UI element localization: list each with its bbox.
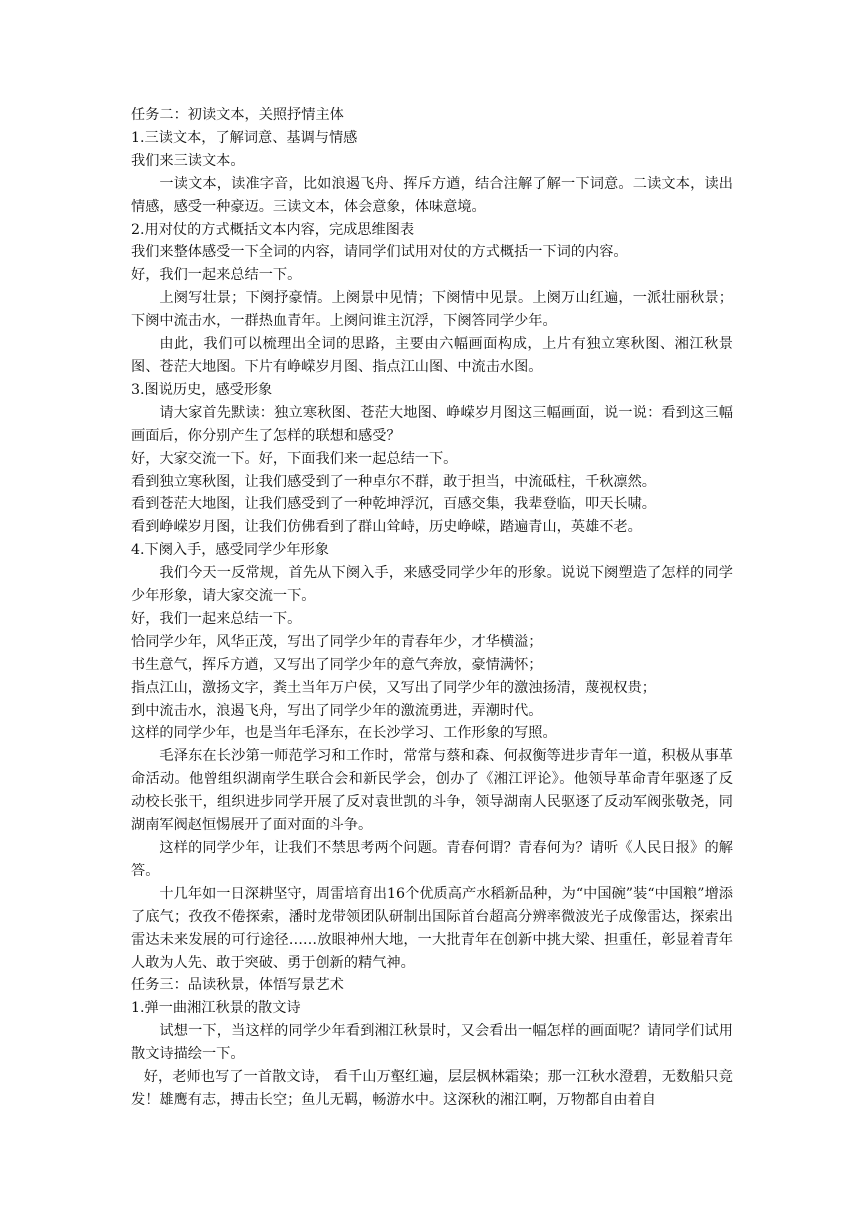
- paragraph: 书生意气，挥斥方遒，又写出了同学少年的意气奔放，豪情满怀；: [131, 656, 543, 673]
- paragraph: 看到苍茫大地图，让我们感受到了一种乾坤浮沉，百感交集，我辈登临，叩天长啸。: [131, 496, 656, 513]
- paragraph: 这样的同学少年，也是当年毛泽东，在长沙学习、工作形象的写照。: [131, 725, 557, 742]
- paragraph: 到中流击水，浪遏飞舟，写出了同学少年的激流勇进，弄潮时代。: [131, 702, 543, 719]
- paragraph: 恰同学少年，风华正茂，写出了同学少年的青春年少，才华横溢；: [131, 633, 543, 650]
- paragraph: 好，我们一起来总结一下。: [131, 610, 302, 627]
- paragraph: 请大家首先默读：独立寒秋图、苍茫大地图、峥嵘岁月图这三幅画面，说一说：看到这三幅画面后，你分别产生了怎样的联想和感受？: [131, 404, 733, 444]
- paragraph: 十几年如一日深耕坚守，周雷培育出16个优质高产水稻新品种，为“中国碗”装“中国粮”增添了底气；孜孜不倦探索，潘时龙带领团队研制出国际首台超高分辨率微波光子成像雷达，探索出雷达未来发展的可行途径……放眼神州大地，一大批青年在创新中挑大梁、担重任，彰显着青年人敢为人先、敢于突破、勇于创新的精气神。: [131, 885, 733, 971]
- paragraph: 看到独立寒秋图，让我们感受到了一种卓尔不群，敢于担当，中流砥柱，千秋凛然。: [131, 473, 656, 490]
- paragraph: 我们今天一反常规，首先从下阕入手，来感受同学少年的形象。说说下阕塑造了怎样的同学少年形象，请大家交流一下。: [131, 565, 733, 605]
- subheading-1: 1.弹一曲湘江秋景的散文诗: [131, 1000, 301, 1017]
- subheading-4: 4.下阕入手，感受同学少年形象: [131, 542, 329, 559]
- paragraph: 试想一下，当这样的同学少年看到湘江秋景时，又会看出一幅怎样的画面呢？请同学们试用散文诗描绘一下。: [131, 1023, 733, 1063]
- paragraph: 毛泽东在长沙第一师范学习和工作时，常常与蔡和森、何叔衡等进步青年一道，积极从事革命活动。他曾组织湖南学生联合会和新民学会，创办了《湘江评论》。他领导革命青年驱逐了反动校长张干，组织进步同学开展了反对袁世凯的斗争，领导湖南人民驱逐了反动军阀张敬尧，同湖南军阀赵恒惕展开了面对面的斗争。: [131, 748, 733, 834]
- paragraph: 我们来三读文本。: [131, 152, 245, 169]
- paragraph: 好，老师也写了一首散文诗， 看千山万壑红遍，层层枫林霜染；那一江秋水澄碧，无数船只竞发！雄鹰有志，搏击长空；鱼儿无羁，畅游水中。这深秋的湘江啊，万物都自由着自: [131, 1069, 733, 1108]
- section-heading-task-3: 任务三：品读秋景，体悟写景艺术: [131, 977, 344, 994]
- paragraph: 好，大家交流一下。好，下面我们来一起总结一下。: [131, 450, 458, 467]
- paragraph: 好，我们一起来总结一下。: [131, 267, 302, 284]
- subheading-1: 1.三读文本，了解词意、基调与情感: [131, 129, 358, 146]
- paragraph: 指点江山，激扬文字，粪土当年万户侯，又写出了同学少年的激浊扬清，蔑视权贵；: [131, 679, 656, 696]
- paragraph: 这样的同学少年，让我们不禁思考两个问题。青春何谓？青春何为？请听《人民日报》的解答。: [131, 840, 733, 879]
- paragraph: 由此，我们可以梳理出全词的思路，主要由六幅画面构成，上片有独立寒秋图、湘江秋景图、苍茫大地图。下片有峥嵘岁月图、指点江山图、中流击水图。: [131, 336, 733, 375]
- paragraph: 一读文本，读准字音，比如浪遏飞舟、挥斥方遒，结合注解了解一下词意。二读文本，读出情感，感受一种豪迈。三读文本，体会意象，体味意境。: [131, 175, 733, 215]
- section-heading-task-2: 任务二：初读文本，关照抒情主体: [131, 107, 344, 123]
- paragraph: 看到峥嵘岁月图，让我们仿佛看到了群山耸峙，历史峥嵘，踏遍青山，英雄不老。: [131, 519, 642, 536]
- subheading-3: 3.图说历史，感受形象: [131, 381, 273, 398]
- paragraph: 上阕写壮景；下阕抒豪情。上阕景中见情；下阕情中见景。上阕万山红遍，一派壮丽秋景；下阕中流击水，一群热血青年。上阕问谁主沉浮，下阕答同学少年。: [131, 290, 733, 330]
- paragraph: 我们来整体感受一下全词的内容，请同学们试用对仗的方式概括一下词的内容。: [131, 244, 628, 261]
- document-body: [131, 104, 733, 1112]
- subheading-2: 2.用对仗的方式概括文本内容，完成思维图表: [131, 221, 415, 238]
